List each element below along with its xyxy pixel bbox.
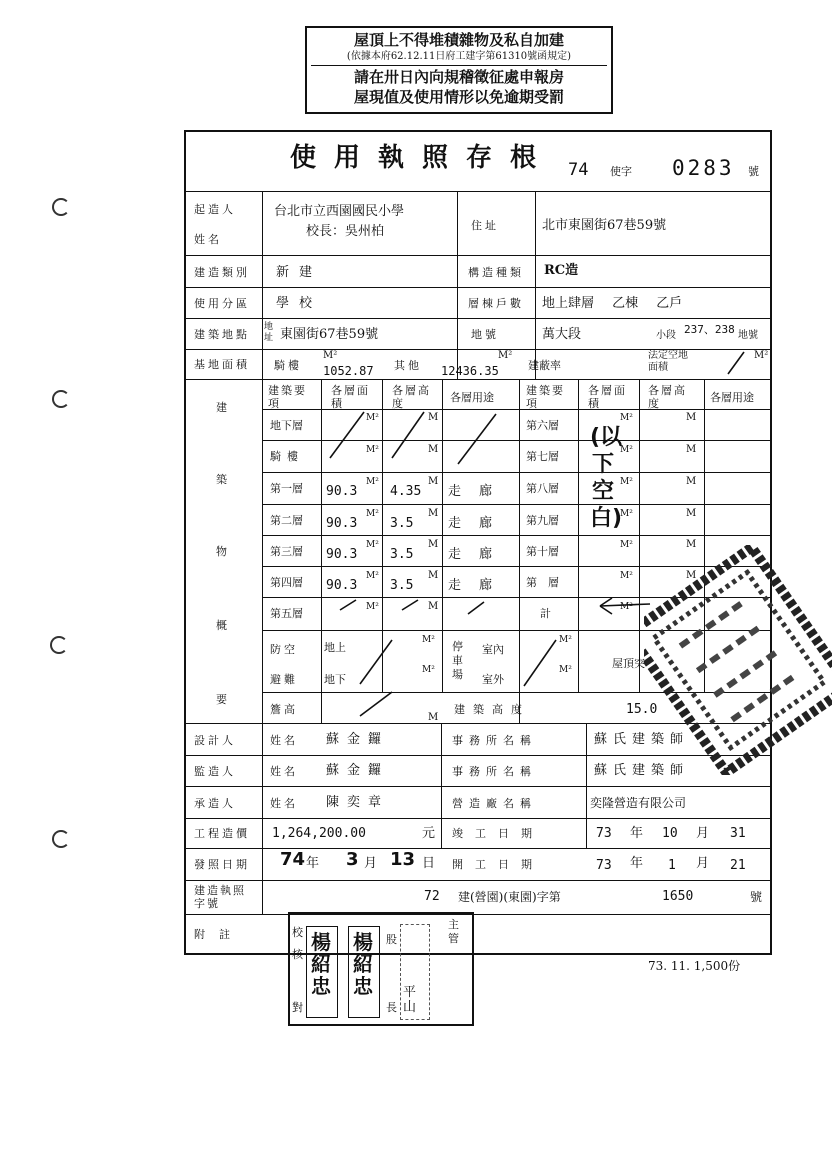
floor-3-use: 走廊: [448, 547, 511, 562]
permit-number: 0283: [672, 156, 735, 180]
seal-graphic: [644, 545, 832, 775]
owner-name-label: 姓名: [194, 233, 222, 246]
floor-header-area-2: 各層面積: [588, 384, 627, 410]
floor-name-7: 第七層: [526, 450, 559, 463]
permit-year: 74: [568, 160, 589, 180]
unit-m: M: [428, 570, 439, 581]
floor-1-area: 90.3: [326, 484, 358, 499]
usage-zone-label: 使用分區: [194, 297, 250, 310]
contractor-firm: 奕隆營造有限公司: [590, 796, 687, 810]
notice-line-2: (依據本府62.12.11日府工建字第61310號函規定): [346, 51, 572, 62]
signature-area: [288, 912, 470, 1024]
floor-header-area: 各層面積: [331, 384, 370, 410]
unit-m: M: [428, 476, 439, 487]
unit-m2: M²: [366, 445, 379, 455]
lot-subsection: 小段: [656, 330, 676, 341]
unit-m2: M²: [620, 445, 633, 455]
overlapping-seal-stamp: [644, 545, 832, 775]
completion-month: 10: [662, 826, 678, 841]
unit-m: M: [686, 412, 697, 423]
issue-day-char: 日: [422, 856, 436, 871]
owner-address-label: 住址: [471, 219, 499, 232]
unit-m2: M²: [422, 665, 435, 675]
start-month-char: 月: [696, 856, 710, 871]
issue-day: 13: [390, 849, 416, 870]
issue-year: 74: [280, 849, 306, 870]
unit-m2: M²: [620, 477, 633, 487]
lot-suffix: 地號: [738, 330, 758, 341]
building-permit-year: 72: [424, 889, 440, 904]
unit-m2: M²: [620, 413, 633, 423]
floor-name-4: 第四層: [270, 576, 303, 589]
unit-m: M: [428, 444, 439, 455]
floor-header-height-2: 各層高度: [648, 384, 687, 410]
unit-m2: M²: [422, 635, 435, 645]
structure-label: 構造種類: [468, 266, 524, 279]
unit-m: M: [428, 712, 439, 723]
designer-name-label: 姓名: [270, 734, 298, 747]
permit-kind: 使字: [610, 165, 632, 178]
completion-year-char: 年: [630, 826, 644, 841]
owner-name: 台北市立西園國民小學: [274, 204, 405, 219]
reviewer-seal-text: 楊紹忠: [353, 930, 373, 998]
unit-m: M: [428, 539, 439, 550]
floor-name-6: 第六層: [526, 419, 559, 432]
arcade-area: 1052.87: [323, 364, 374, 378]
side-label-5: 要: [216, 693, 230, 706]
unit-m2: M²: [559, 665, 572, 675]
notice-line-4: 屋現值及使用情形以免逾期受罰: [353, 88, 564, 106]
shelter-above: 地上: [324, 641, 346, 654]
category-label: 建造類別: [194, 266, 250, 279]
unit-m2: M²: [620, 509, 633, 519]
location-address: 東園街67巷59號: [280, 327, 379, 342]
owner-label: 起造人: [194, 203, 236, 216]
checker-label-2: 對: [292, 1001, 303, 1014]
owner-address: 北市東園街67巷59號: [542, 218, 667, 233]
unit-m2: M²: [366, 571, 379, 581]
owner-principal: 校長：吳州柏: [306, 224, 385, 239]
eaves-label: 簷高: [270, 703, 298, 716]
completion-year: 73: [596, 826, 612, 841]
print-info: 73. 11. 1,500份: [648, 959, 741, 973]
contractor-name-label: 姓名: [270, 797, 298, 810]
designer-office: 蘇氏建築師: [594, 732, 690, 747]
checker-label: 校核: [292, 926, 303, 961]
designer-label: 設計人: [194, 734, 236, 747]
cost-label: 工程造價: [194, 827, 250, 840]
usage-zone-value: 學校: [276, 296, 323, 311]
floor-4-height: 3.5: [390, 578, 414, 593]
floor-name-3: 第三層: [270, 545, 303, 558]
completion-month-char: 月: [696, 826, 710, 841]
other-area-label: 其他: [394, 359, 422, 372]
unit-m: M: [428, 601, 439, 612]
category-value: 新建: [276, 265, 323, 280]
floors-units-label: 層棟戶數: [468, 297, 524, 310]
floor-header-use-2: 各層用途: [710, 391, 754, 404]
floor-1-height: 4.35: [390, 484, 422, 499]
contractor-label: 承造人: [194, 797, 236, 810]
supervisor-name-label: 姓名: [270, 765, 298, 778]
side-label-2: 築: [216, 473, 230, 486]
checker-seal-text: 楊紹忠: [311, 930, 331, 998]
floor-4-area: 90.3: [326, 578, 358, 593]
start-year-char: 年: [630, 856, 644, 871]
blank-below-note: (以下空白): [590, 425, 623, 531]
floor-total-label: 計: [540, 607, 551, 620]
supervisor-label: 監造人: [194, 765, 236, 778]
unit-m: M: [428, 508, 439, 519]
floor-name-9: 第九層: [526, 514, 559, 527]
permit-suffix: 號: [748, 165, 759, 178]
unit-m: M: [686, 476, 697, 487]
construction-cost: 1,264,200.00: [272, 826, 366, 841]
unit-m2: M²: [559, 635, 572, 645]
unit-m2: M²: [620, 602, 633, 612]
building-permit-label: 建造執照字號: [194, 884, 246, 910]
contractor-name: 陳奕章: [326, 795, 390, 810]
unit-m2: M²: [366, 413, 379, 423]
floor-name-2: 第二層: [270, 514, 303, 527]
issue-date-label: 發照日期: [194, 858, 250, 871]
unit-m2: M²: [366, 602, 379, 612]
building-permit-text: 建(營園)(東園)字第: [458, 890, 561, 904]
floor-2-area: 90.3: [326, 516, 358, 531]
other-area-unit: M²: [498, 350, 513, 361]
building-height-label: 建築高度: [454, 703, 530, 716]
floor-name-5: 第五層: [270, 607, 303, 620]
floor-1-use: 走廊: [448, 484, 511, 499]
unit-m2: M²: [366, 509, 379, 519]
shelter-label: 防空: [270, 643, 298, 656]
arcade-label: 騎樓: [274, 359, 302, 372]
chief-seal: [400, 924, 430, 1020]
floor-name-arcade: 騎樓: [270, 450, 304, 463]
notice-line-3: 請在卅日內向規稽徵征處申報房: [353, 68, 564, 86]
location-address-tag: 地址: [264, 322, 274, 343]
floor-name-blank: 第 層: [526, 576, 559, 589]
base-area-label: 基地面積: [194, 358, 250, 371]
legal-open-area-label: 法定空地面積: [648, 350, 688, 373]
unit-m: M: [686, 539, 697, 550]
coverage-label: 建蔽率: [528, 359, 561, 372]
building-permit-suffix: 號: [750, 890, 763, 904]
start-month: 1: [668, 858, 676, 873]
unit-m2: M²: [620, 571, 633, 581]
floor-name-1: 第一層: [270, 482, 303, 495]
parking-outdoor: 室外: [482, 673, 504, 686]
start-day: 21: [730, 858, 746, 873]
issue-year-char: 年: [306, 856, 320, 871]
roof-protrusion-label: 屋頂突: [612, 657, 645, 670]
evacuation-label: 避難: [270, 673, 298, 686]
floor-header-item: 建築要項: [268, 384, 307, 410]
side-label-4: 概: [216, 619, 230, 632]
issue-month-char: 月: [364, 856, 378, 871]
unit-m2: M²: [620, 540, 633, 550]
supervisor-office-label: 事務所名稱: [452, 765, 537, 778]
shelter-below: 地下: [324, 673, 346, 686]
issue-month: 3: [346, 849, 359, 870]
form-title: 使用執照存根: [290, 143, 555, 173]
contractor-firm-label: 營造廠名稱: [452, 797, 537, 810]
floors-units-value: 地上肆層 乙棟 乙戶: [542, 296, 683, 311]
floor-2-height: 3.5: [390, 516, 414, 531]
legal-open-area-unit: M²: [754, 350, 769, 361]
floor-name-8: 第八層: [526, 482, 559, 495]
director-label: 主管: [448, 918, 459, 945]
floor-3-area: 90.3: [326, 547, 358, 562]
floor-header-item-2: 建築要項: [526, 384, 565, 410]
floor-4-use: 走廊: [448, 578, 511, 593]
lot-label: 地號: [471, 328, 499, 341]
unit-m2: M²: [366, 477, 379, 487]
lot-section: 萬大段: [542, 327, 582, 342]
floor-name-10: 第十層: [526, 545, 559, 558]
side-label-1: 建: [216, 401, 230, 414]
start-date-label: 開工日期: [452, 858, 544, 871]
other-area: 12436.35: [441, 364, 499, 378]
arcade-unit: M²: [323, 350, 338, 361]
chief-label: 長: [386, 1001, 397, 1014]
checker-seal: [306, 926, 338, 1018]
section-label: 股: [386, 933, 397, 946]
building-permit-number: 1650: [662, 889, 694, 904]
lot-number: 237、238: [684, 323, 735, 336]
designer-name: 蘇金鑼: [326, 732, 390, 747]
parking-label: 停車場: [452, 640, 463, 681]
floor-header-height: 各層高度: [392, 384, 431, 410]
floor-name-basement: 地下層: [270, 419, 303, 432]
building-height-value: 15.0: [626, 702, 658, 717]
remarks-label: 附註: [194, 928, 244, 941]
reviewer-seal: [348, 926, 380, 1018]
completion-day: 31: [730, 826, 746, 841]
floor-2-use: 走廊: [448, 516, 511, 531]
supervisor-name: 蘇金鑼: [326, 763, 390, 778]
chief-seal-text: 平山: [403, 985, 417, 1015]
floor-header-use: 各層用途: [450, 391, 494, 404]
start-year: 73: [596, 858, 612, 873]
floor-3-height: 3.5: [390, 547, 414, 562]
cost-unit: 元: [422, 826, 436, 841]
designer-office-label: 事務所名稱: [452, 734, 537, 747]
unit-m2: M²: [366, 540, 379, 550]
unit-m: M: [686, 570, 697, 581]
unit-m: M: [686, 508, 697, 519]
location-label: 建築地點: [194, 328, 250, 341]
completion-label: 竣工日期: [452, 827, 544, 840]
unit-m: M: [686, 444, 697, 455]
parking-indoor: 室內: [482, 643, 504, 656]
notice-line-1: 屋頂上不得堆積雜物及私自加建: [353, 31, 564, 49]
side-label-3: 物: [216, 545, 230, 558]
structure-value: RC造: [544, 263, 579, 278]
supervisor-office: 蘇氏建築師: [594, 763, 690, 778]
unit-m: M: [428, 412, 439, 423]
